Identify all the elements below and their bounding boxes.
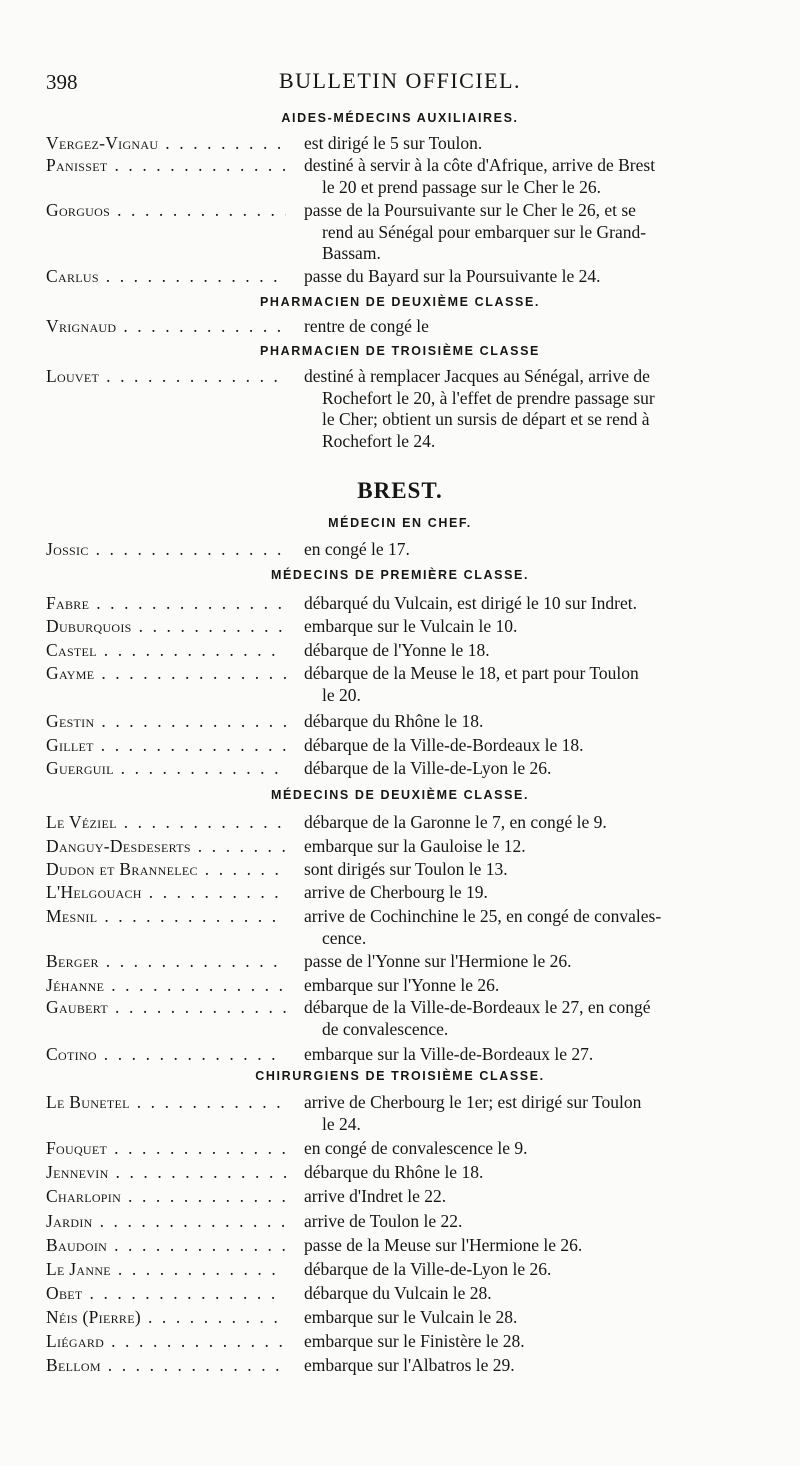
- entry-text-line: débarque de la Ville-de-Bordeaux le 27, en congé: [304, 997, 651, 1017]
- entry-text-line: de convalescence.: [322, 1018, 449, 1039]
- entry-text-line: Rochefort le 24.: [322, 430, 436, 451]
- entry-text: [304, 640, 764, 662]
- entry-text-line: débarque de la Ville-de-Lyon le 26.: [304, 758, 552, 778]
- entry-text-line: sont dirigés sur Toulon le 13.: [304, 859, 508, 879]
- page-header: [0, 66, 800, 100]
- entry-text-line: rend au Sénégal pour embarquer sur le Grand-: [322, 221, 647, 242]
- section-heading: MÉDECINS DE DEUXIÈME CLASSE.: [270, 788, 530, 802]
- entry-text: [304, 155, 764, 198]
- entry-text-line: Rochefort le 20, à l'effet de prendre passage sur: [322, 387, 655, 408]
- entry-name: Castel . . .: [46, 640, 286, 662]
- entry-text-line: rentre de congé le: [304, 316, 429, 336]
- entry-name: Gayme . . .: [46, 663, 286, 685]
- section-heading: MÉDECIN EN CHEF.: [328, 516, 472, 530]
- entry-text: [304, 951, 764, 973]
- entry-text-line: embarque sur l'Albatros le 29.: [304, 1355, 515, 1375]
- entry-text-line: passe de la Meuse sur l'Hermione le 26.: [304, 1235, 583, 1255]
- entry-name: L'Helgouach . . .: [46, 882, 286, 904]
- entry-name: Gillet . . .: [46, 735, 286, 757]
- entry-text: [304, 316, 764, 338]
- entry-text-line: en congé le 17.: [304, 539, 410, 559]
- entry-text-line: débarque de l'Yonne le 18.: [304, 640, 490, 660]
- entry-text-line: embarque sur la Ville-de-Bordeaux le 27.: [304, 1044, 594, 1064]
- entry-text: [304, 1331, 764, 1353]
- page-number: 398: [46, 70, 78, 94]
- entry-name: Mesnil . . .: [46, 906, 286, 928]
- entry-text-line: arrive de Toulon le 22.: [304, 1211, 463, 1231]
- entry-name: Gestin . . .: [46, 711, 286, 733]
- city-heading: BREST.: [357, 478, 443, 503]
- entry-text: [304, 1092, 764, 1135]
- section-heading: AIDES-MÉDECINS AUXILIAIRES.: [281, 111, 519, 125]
- entry-text: [304, 1186, 764, 1208]
- entry-name: Obet . . .: [46, 1283, 286, 1305]
- section-heading: CHIRURGIENS DE TROISIÈME CLASSE.: [255, 1069, 545, 1083]
- entry-text: [304, 200, 764, 265]
- entry-name: Jossic . . .: [46, 539, 286, 561]
- entry-text-line: débarque du Rhône le 18.: [304, 1162, 484, 1182]
- entry-text: [304, 133, 764, 155]
- entry-text: [304, 1044, 764, 1066]
- entry-text-line: débarque de la Garonne le 7, en congé le 9.: [304, 812, 607, 832]
- entry-name: Baudoin . . .: [46, 1235, 286, 1257]
- entry-text-line: le Cher; obtient un sursis de départ et se rend à: [322, 409, 650, 429]
- entry-text-line: arrive de Cherbourg le 1er; est dirigé sur Toulon: [304, 1092, 642, 1112]
- entry-text: [304, 1355, 764, 1377]
- entry-text: [304, 906, 764, 949]
- entry-text-line: le 24.: [322, 1113, 361, 1134]
- entry-name: Louvet . . .: [46, 366, 286, 388]
- entry-text: [304, 366, 764, 452]
- entry-text: [304, 1259, 764, 1281]
- entry-name: Gorguos . . .: [46, 200, 286, 222]
- entry-text: [304, 997, 764, 1040]
- entry-text-line: débarque du Rhône le 18.: [304, 711, 484, 731]
- entry-text-line: le 20.: [322, 684, 361, 705]
- entry-name: Le Bunetel . . .: [46, 1092, 286, 1114]
- entry-text-line: destiné à servir à la côte d'Afrique, arrive de Brest: [304, 155, 656, 175]
- entry-name: Bellom . . .: [46, 1355, 286, 1377]
- entry-text-line: arrive d'Indret le 22.: [304, 1186, 447, 1206]
- section-heading: PHARMACIEN DE DEUXIÈME CLASSE.: [260, 295, 540, 309]
- entry-name: Duburquois . . .: [46, 616, 286, 638]
- entry-text-line: destiné à remplacer Jacques au Sénégal, arrive de: [304, 366, 650, 386]
- entry-name: Fabre . . .: [46, 593, 286, 615]
- entry-text: [304, 1235, 764, 1257]
- entry-text: [304, 1283, 764, 1305]
- entry-text: [304, 1138, 764, 1160]
- entry-text: [304, 812, 764, 834]
- entry-name: Jennevin . . .: [46, 1162, 286, 1184]
- entry-text: [304, 1162, 764, 1184]
- entry-name: Le Janne . . .: [46, 1259, 286, 1281]
- entry-text: [304, 1211, 764, 1233]
- entry-text-line: embarque sur la Gauloise le 12.: [304, 836, 526, 856]
- entry-name: Vergez-Vignau . . .: [46, 133, 286, 155]
- entry-name: Carlus . . .: [46, 266, 286, 288]
- entry-text-line: cence.: [322, 927, 367, 948]
- entry-text-line: arrive de Cochinchine le 25, en congé de convales-: [304, 906, 662, 926]
- entry-text: [304, 593, 764, 615]
- section-heading: MÉDECINS DE PREMIÈRE CLASSE.: [270, 568, 530, 582]
- entry-text: [304, 836, 764, 858]
- entry-text-line: débarque de la Ville-de-Lyon le 26.: [304, 1259, 552, 1279]
- section-heading: PHARMACIEN DE TROISIÈME CLASSE: [260, 344, 540, 358]
- entry-name: Berger . . .: [46, 951, 286, 973]
- entry-text-line: passe de la Poursuivante sur le Cher le 26, et se: [304, 200, 636, 220]
- entry-text-line: arrive de Cherbourg le 19.: [304, 882, 488, 902]
- entry-text: [304, 758, 764, 780]
- entry-text-line: embarque sur le Finistère le 28.: [304, 1331, 525, 1351]
- entry-text-line: passe de l'Yonne sur l'Hermione le 26.: [304, 951, 572, 971]
- entry-text-line: Bassam.: [322, 243, 381, 263]
- entry-name: Danguy-Desdeserts . . .: [46, 836, 286, 858]
- entry-name: Cotino . . .: [46, 1044, 286, 1066]
- entry-text-line: débarque du Vulcain le 28.: [304, 1283, 492, 1303]
- entry-name: Gaubert . . .: [46, 997, 286, 1019]
- entry-text-line: débarque de la Ville-de-Bordeaux le 18.: [304, 735, 584, 755]
- entry-text-line: embarque sur le Vulcain le 28.: [304, 1307, 518, 1327]
- entry-name: Fouquet . . .: [46, 1138, 286, 1160]
- entry-name: Guerguil . . .: [46, 758, 286, 780]
- entry-name: Charlopin . . .: [46, 1186, 286, 1208]
- entry-text: [304, 266, 764, 288]
- entry-name: Liégard . . .: [46, 1331, 286, 1353]
- running-title: BULLETIN OFFICIEL.: [278, 68, 522, 93]
- entry-text-line: le 20 et prend passage sur le Cher le 26.: [322, 176, 601, 197]
- entry-text: [304, 616, 764, 638]
- entry-name: Néis (Pierre) . . .: [46, 1307, 286, 1329]
- entry-name: Jardin . . .: [46, 1211, 286, 1233]
- entry-text-line: est dirigé le 5 sur Toulon.: [304, 133, 483, 153]
- entry-name: Dudon et Brannelec . . .: [46, 859, 286, 881]
- entry-text: [304, 663, 764, 706]
- entry-text: [304, 1307, 764, 1329]
- entry-text-line: débarque de la Meuse le 18, et part pour Toulon: [304, 663, 639, 683]
- entry-text: [304, 735, 764, 757]
- entry-name: Panisset . . .: [46, 155, 286, 177]
- entry-text: [304, 975, 764, 997]
- entry-text: [304, 539, 764, 561]
- entry-text: [304, 711, 764, 733]
- entry-name: Jéhanne . . .: [46, 975, 286, 997]
- entry-text-line: débarqué du Vulcain, est dirigé le 10 sur Indret.: [304, 593, 637, 613]
- entry-name: Vrignaud . . .: [46, 316, 286, 338]
- entry-name: Le Véziel . . .: [46, 812, 286, 834]
- entry-text: [304, 859, 764, 881]
- entry-text-line: embarque sur le Vulcain le 10.: [304, 616, 518, 636]
- entry-text-line: passe du Bayard sur la Poursuivante le 24.: [304, 266, 601, 286]
- entry-text-line: en congé de convalescence le 9.: [304, 1138, 528, 1158]
- entry-text-line: embarque sur l'Yonne le 26.: [304, 975, 500, 995]
- entry-text: [304, 882, 764, 904]
